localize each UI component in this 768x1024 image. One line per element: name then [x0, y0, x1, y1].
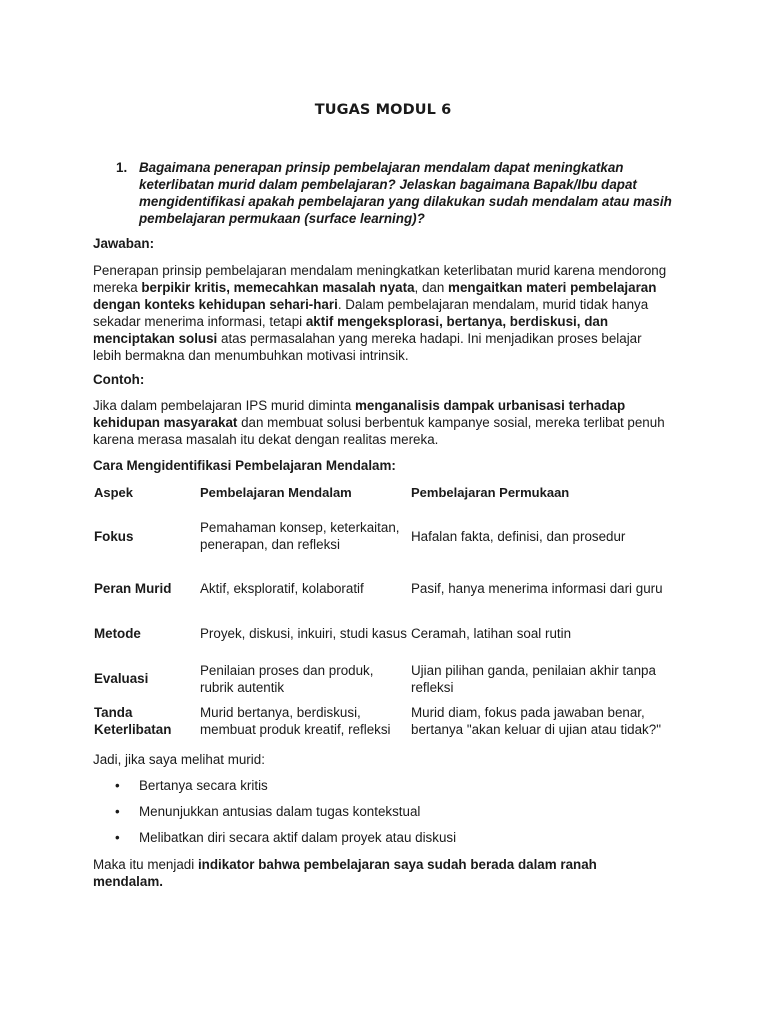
conclusion-paragraph: [93, 856, 668, 890]
table-row: [93, 506, 683, 566]
table-cell-aspect: Evaluasi: [94, 671, 149, 686]
answer-bold-3: aktif mengeksplorasi, bertanya, berdiskusi, dan menciptakan solusi: [93, 314, 608, 346]
conclusion-bold: indikator bahwa pembelajaran saya sudah berada dalam ranah mendalam.: [93, 857, 597, 889]
answer-text-3: . Dalam pembelajaran mendalam, murid tidak hanya sekadar menerima informasi, tetapi: [93, 297, 649, 329]
table-cell-surface: Murid diam, fokus pada jawaban benar, bertanya "akan keluar di ujian atau tidak?": [411, 705, 661, 737]
question-item: [93, 159, 673, 227]
list-item-text: Menunjukkan antusias dalam tugas kontekstual: [139, 804, 421, 819]
bullet-icon: •: [115, 778, 120, 793]
table-header-aspect: Aspek: [94, 484, 134, 500]
table-cell-deep: Murid bertanya, berdiskusi, membuat produk kreatif, refleksi: [200, 705, 391, 737]
example-paragraph: [93, 397, 668, 448]
answer-label: Jawaban:: [93, 236, 155, 251]
table-row: [93, 566, 683, 611]
answer-text-2: , dan: [414, 280, 449, 295]
answer-text-1: Penerapan prinsip pembelajaran mendalam meningkatkan keterlibatan murid karena mendorong mereka: [93, 263, 667, 295]
example-label: Contoh:: [93, 372, 145, 387]
table-cell-deep: Pemahaman konsep, keterkaitan, penerapan, dan refleksi: [200, 520, 400, 552]
example-text-1: Jika dalam pembelajaran IPS murid diminta: [93, 398, 355, 413]
list-item: [93, 777, 668, 803]
example-bold-1: menganalisis dampak urbanisasi terhadap kehidupan masyarakat: [93, 398, 626, 430]
list-item: [93, 829, 668, 855]
table-cell-surface: Hafalan fakta, definisi, dan prosedur: [411, 528, 626, 544]
question-number: 1.: [116, 160, 128, 175]
bullet-icon: •: [115, 804, 120, 819]
table-cell-surface: Ujian pilihan ganda, penilaian akhir tanpa refleksi: [411, 662, 656, 695]
list-item-text: Melibatkan diri secara aktif dalam proyek atau diskusi: [139, 830, 457, 845]
table-header-surface: Pembelajaran Permukaan: [411, 484, 570, 500]
comparison-table: [93, 478, 683, 741]
answer-paragraph: [93, 262, 668, 364]
table-row: [93, 701, 683, 741]
table-cell-aspect: Fokus: [94, 528, 134, 544]
table-cell-aspect: Peran Murid: [94, 581, 172, 596]
identify-heading: Cara Mengidentifikasi Pembelajaran Mendalam:: [93, 458, 396, 473]
answer-bold-2: mengaitkan materi pembelajaran dengan konteks kehidupan sehari-hari: [93, 280, 657, 312]
table-row: [93, 611, 683, 656]
answer-text-4: atas permasalahan yang mereka hadapi. Ini menjadikan proses belajar lebih bermakna dan menumbuhkan motivasi intrinsik.: [93, 331, 642, 363]
answer-bold-1: berpikir kritis, memecahkan masalah nyata: [141, 280, 415, 295]
bullet-icon: •: [115, 830, 120, 845]
table-cell-deep: Penilaian proses dan produk, rubrik autentik: [200, 662, 374, 695]
list-item-text: Bertanya secara kritis: [139, 778, 268, 793]
list-item: [93, 803, 668, 829]
conclusion-text: Maka itu menjadi: [93, 857, 198, 872]
table-header-row: [93, 478, 683, 506]
document-title: TUGAS MODUL 6: [314, 102, 452, 118]
table-cell-surface: Ceramah, latihan soal rutin: [411, 626, 572, 641]
observe-intro: Jadi, jika saya melihat murid:: [93, 752, 265, 767]
table-cell-surface: Pasif, hanya menerima informasi dari guru: [411, 581, 663, 596]
example-text-2: dan membuat solusi berbentuk kampanye sosial, mereka terlibat penuh karena merasa masalah itu dekat dengan realitas mereka.: [93, 415, 665, 447]
table-cell-deep: Proyek, diskusi, inkuiri, studi kasus: [200, 626, 407, 641]
indicator-list: [93, 777, 668, 855]
table-cell-aspect: Metode: [94, 626, 141, 641]
table-row: [93, 656, 683, 701]
table-cell-aspect: Tanda Keterlibatan: [94, 705, 172, 737]
table-cell-deep: Aktif, eksploratif, kolaboratif: [200, 581, 364, 596]
question-text: Bagaimana penerapan prinsip pembelajaran mendalam dapat meningkatkan keterlibatan murid dalam pembelajaran? Jelaskan bagaimana Bapak/Ibu dapat mengidentifikasi apakah pembelajaran yang dilakukan sudah mendalam atau masih pembelajaran permukaan (surface learning)?: [139, 160, 672, 226]
table-header-deep: Pembelajaran Mendalam: [200, 484, 352, 500]
